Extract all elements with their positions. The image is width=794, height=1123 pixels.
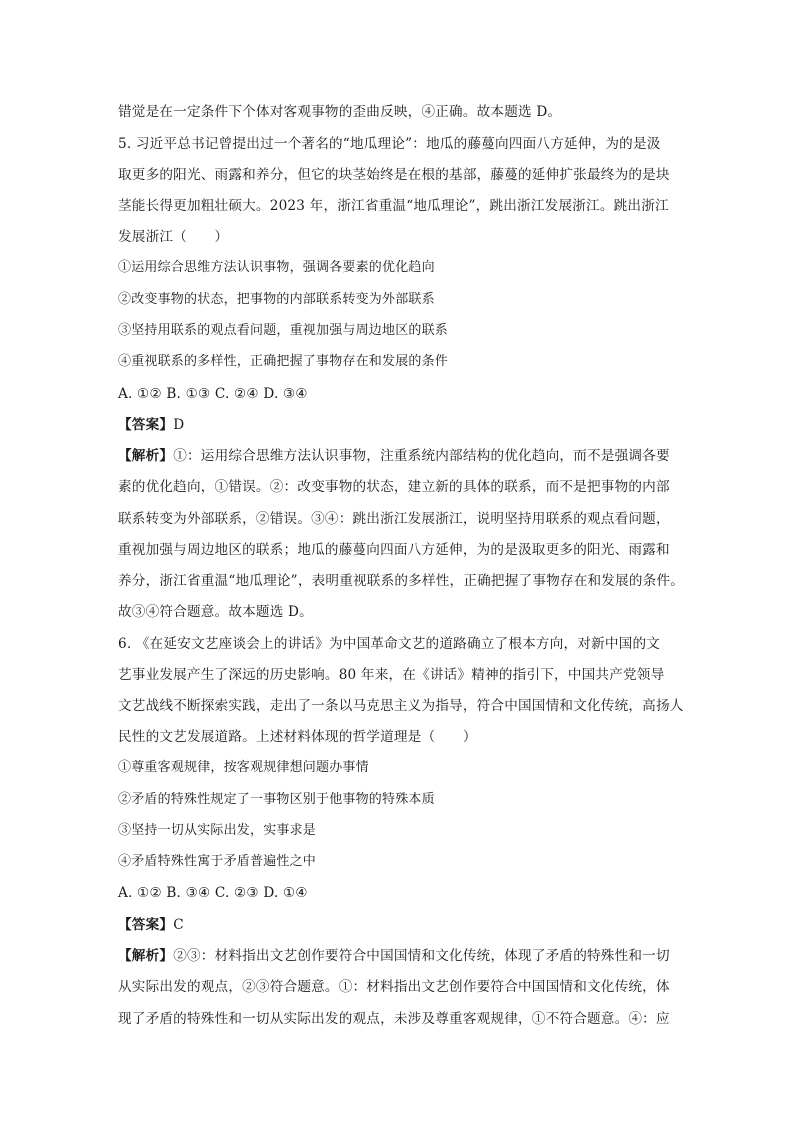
q6-analysis-line-1 [118,946,670,966]
analysis-label: 【解析】 [118,948,174,964]
q5-stem-line-3: 茎能长得更加粗壮硕大。2023 年，浙江省重温“地瓜理论”，跳出浙江发展浙江。跳出浙江 [118,198,669,214]
q5-item-1: ①运用综合思维方法认识事物，强调各要素的优化趋向 [118,260,435,275]
q5-stem-line-2: 取更多的阳光、雨露和养分，但它的块茎始终是在根的基部，藤蔓的延伸扩张最终为的是块 [118,167,670,183]
q6-stem-line-1: 6. 《在延安文艺座谈会上的讲话》为中国革命文艺的道路确立了根本方向，对新中国的文 [118,636,661,652]
q6-item-2: ②矛盾的特殊性规定了一事物区别于他事物的特殊本质 [118,792,435,807]
q5-analysis-line-3: 联系转变为外部联系，②错误。③④：跳出浙江发展浙江，说明坚持用联系的观点看问题， [118,511,670,527]
q5-item-4: ④重视联系的多样性，正确把握了事物存在和发展的条件 [118,354,449,369]
analysis-text: ②③：材料指出文艺创作要符合中国国情和文化传统，体现了矛盾的特殊性和一切 [173,948,670,964]
q6-item-1: ①尊重客观规律，按客观规律想问题办事情 [118,760,369,775]
q5-analysis-line-6: 故③④符合题意。故本题选 D。 [118,604,313,620]
analysis-label: 【解析】 [118,448,174,464]
previous-answer-tail: 错觉是在一定条件下个体对客观事物的歪曲反映，④正确。故本题选 D。 [118,104,562,120]
q6-stem-line-3: 文艺战线不断探索实践，走出了一条以马克思主义为指导，符合中国国情和文化传统，高扬人 [118,698,684,714]
q5-stem-line-4: 发展浙江（ ） [118,229,229,245]
q6-choices: A. ①② B. ③④ C. ②③ D. ①④ [118,885,308,901]
q6-analysis-line-2: 从实际出发的观点，②③符合题意。①：材料指出文艺创作要符合中国国情和文化传统，体 [118,979,670,995]
q5-analysis-line-5: 养分，浙江省重温“地瓜理论”，表明重视联系的多样性，正确把握了事物存在和发展的条件。 [118,573,685,589]
q6-analysis-line-3: 现了矛盾的特殊性和一切从实际出发的观点，未涉及尊重客观规律，①不符合题意。④：应 [118,1011,670,1027]
q6-answer [118,915,184,935]
q6-stem-line-2: 艺事业发展产生了深远的历史影响。80 年来，在《讲话》精神的指引下，中国共产党领导 [118,667,665,683]
answer-value: C [173,917,184,933]
answer-label: 【答案】 [118,917,174,933]
answer-label: 【答案】 [118,417,174,433]
q5-item-3: ③坚持用联系的观点看问题，重视加强与周边地区的联系 [118,323,449,338]
q6-item-3: ③坚持一切从实际出发，实事求是 [118,823,317,838]
q5-analysis-line-1 [118,446,670,466]
q6-stem-line-4: 民性的文艺发展道路。上述材料体现的哲学道理是（ ） [118,729,477,745]
answer-value: D [173,417,185,433]
q5-answer [118,415,184,435]
q6-item-4: ④矛盾特殊性寓于矛盾普遍性之中 [118,854,317,869]
analysis-text: ①：运用综合思维方法认识事物，注重系统内部结构的优化趋向，而不是强调各要 [173,448,670,464]
q5-item-2: ②改变事物的状态，把事物的内部联系转变为外部联系 [118,292,435,307]
q5-choices: A. ①② B. ①③ C. ②④ D. ③④ [118,386,308,402]
q5-stem-line-1: 5. 习近平总书记曾提出过一个著名的“地瓜理论”：地瓜的藤蔓向四面八方延伸，为的是汲 [118,136,661,152]
q5-analysis-line-2: 素的优化趋向，①错误。②：改变事物的状态，建立新的具体的联系，而不是把事物的内部 [118,479,670,495]
q5-analysis-line-4: 重视加强与周边地区的联系；地瓜的藤蔓向四面八方延伸，为的是汲取更多的阳光、雨露和 [118,542,670,558]
